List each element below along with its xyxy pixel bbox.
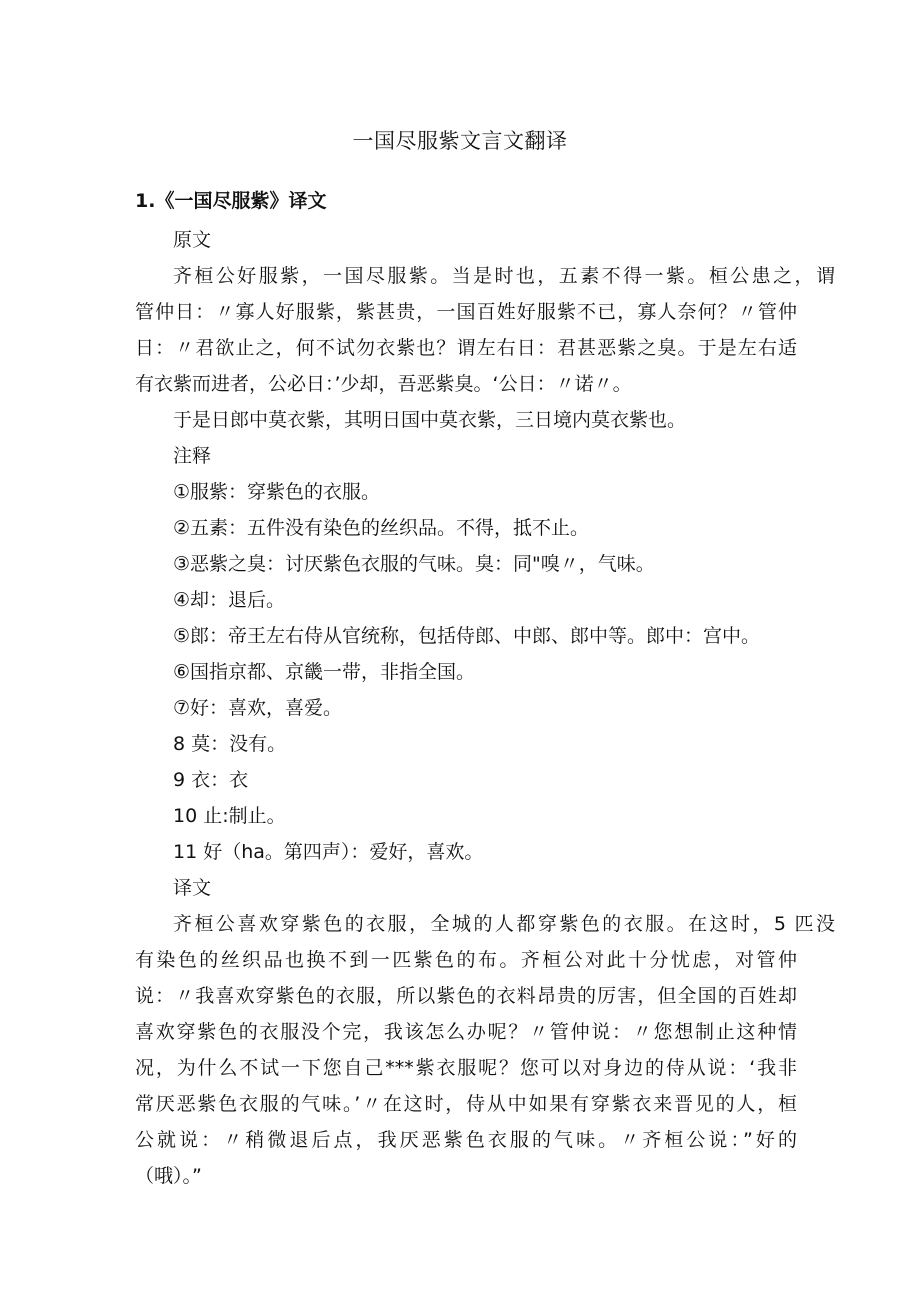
note-item: 11 好（ha。第四声）：爱好，喜欢。 (173, 841, 484, 863)
translation-paragraph-line: 况，为什么不试一下您自己***紫衣服呢？您可以对身边的侍从说：‘我非 (135, 1057, 797, 1079)
note-item: 8 莫：没有。 (173, 733, 287, 755)
translation-paragraph-line: （哦）。” (135, 1165, 202, 1187)
note-item: ④却：退后。 (173, 589, 286, 611)
original-paragraph-line: 齐桓公好服紫，一国尽服紫。当是时也，五素不得一紫。桓公患之，谓 (173, 265, 835, 287)
translation-paragraph-line: 有染色的丝织品也换不到一匹紫色的布。齐桓公对此十分忧虑，对管仲 (135, 949, 797, 971)
note-item: 9 衣：衣 (173, 769, 249, 791)
translation-paragraph-line: 齐桓公喜欢穿紫色的衣服，全城的人都穿紫色的衣服。在这时，5 匹没 (173, 913, 835, 935)
translation-label: 译文 (173, 877, 212, 899)
original-paragraph-line: 日：〃君欲止之，何不试勿衣紫也？谓左右日：君甚恶紫之臭。于是左右适 (135, 337, 797, 359)
document-body (135, 222, 835, 1194)
translation-paragraph-line: 常厌恶紫色衣服的气味。’〃在这时，侍从中如果有穿紫衣来晋见的人，桓 (135, 1093, 797, 1115)
section-heading: 1.《一国尽服紫》译文 (135, 190, 327, 212)
translation-paragraph-line: 喜欢穿紫色的衣服没个完，我该怎么办呢？〃管仲说：〃您想制止这种情 (135, 1021, 797, 1043)
note-item: ③恶紫之臭：讨厌紫色衣服的气味。臭：同"嗅〃，气味。 (173, 553, 655, 575)
translation-paragraph-line: 说：〃我喜欢穿紫色的衣服，所以紫色的衣料昂贵的厉害，但全国的百姓却 (135, 985, 797, 1007)
document-title: 一国尽服紫文言文翻译 (352, 129, 568, 153)
original-label: 原文 (173, 229, 212, 251)
note-item: ①服紫：穿紫色的衣服。 (173, 481, 381, 503)
note-item: ⑥国指京都、京畿一带，非指全国。 (173, 661, 476, 683)
note-item: ②五素：五件没有染色的丝织品。不得，抵不止。 (173, 517, 590, 539)
note-item: ⑦好：喜欢，喜爱。 (173, 697, 343, 719)
original-paragraph-line: 有衣紫而进者，公必日：’少却，吾恶紫臭。‘公日：〃诺〃。 (135, 373, 632, 395)
translation-paragraph-line: 公就说：〃稍微退后点，我厌恶紫色衣服的气味。〃齐桓公说：”好的 (135, 1129, 797, 1151)
original-paragraph-line: 管仲日：〃寡人好服紫，紫甚贵，一国百姓好服紫不已，寡人奈何？〃管仲 (135, 301, 797, 323)
original-paragraph-last: 于是日郎中莫衣紫，其明日国中莫衣紫，三日境内莫衣紫也。 (173, 409, 687, 431)
note-item: 10 止:制止。 (173, 805, 286, 827)
notes-label: 注释 (173, 445, 212, 467)
note-item: ⑤郎：帝王左右侍从官统称，包括侍郎、中郎、郎中等。郎中：宫中。 (173, 625, 761, 647)
